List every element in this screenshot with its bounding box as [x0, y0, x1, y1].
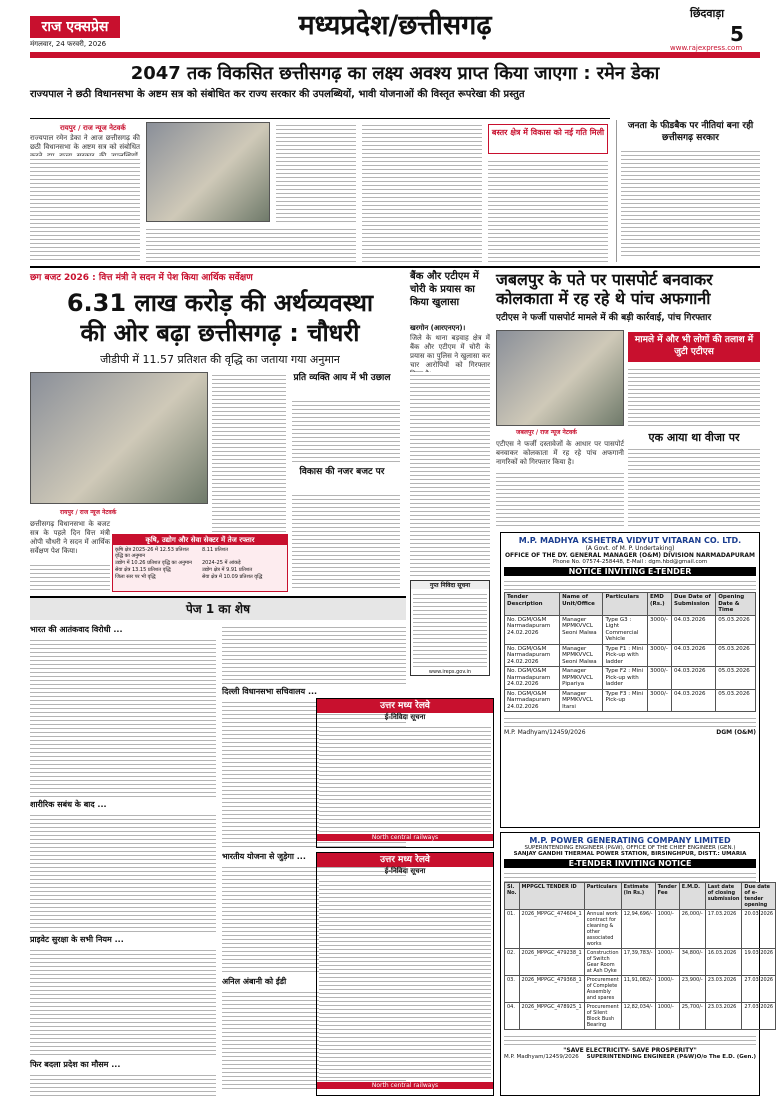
budget-byline: रायपुर / राज न्यूज नेटवर्क: [60, 509, 117, 516]
bank-headline: बैंक और एटीएम में चोरी के प्रयास का किया खुलासा: [410, 271, 479, 308]
cell: 1000/-: [655, 910, 679, 949]
infobox-item: उद्योग क्षेत्र में 9.91 प्रतिशत: [202, 567, 253, 573]
infobox-item: 2024-25 में आंकड़े: [202, 560, 241, 566]
cell: 04.03.2026: [672, 689, 716, 712]
side-story-title: जनता के फीडबैक पर नीतियां बना रही छत्तीसगढ़ सरकार: [627, 121, 754, 143]
col-header: Due date of e-tender opening: [742, 883, 776, 910]
table-row: [505, 644, 756, 667]
assembly-photo: [146, 122, 270, 222]
side-story: [616, 120, 760, 262]
railway-ad-title: उत्तर मध्य रेलवे: [317, 699, 493, 713]
cell: 3000/-: [648, 667, 672, 690]
cell: 01.: [505, 910, 520, 949]
passport-body-col1: [496, 470, 624, 528]
table-row: [505, 689, 756, 712]
remainder-body: [222, 624, 406, 684]
railway-ad-2: [316, 852, 494, 1096]
mppgcl-company: M.P. POWER GENERATING COMPANY LIMITED: [529, 836, 731, 845]
cell: 27.03.2026: [742, 976, 776, 1003]
cell: Procurement of Complete Assembly and spares: [584, 976, 621, 1003]
cell: Manager MPMKVVCL Itarsi: [560, 689, 603, 712]
cell: Manager MPMKVVCL Seoni Malwa: [560, 615, 603, 644]
col-header: Name of Unit/Office: [560, 593, 603, 616]
cell: 1000/-: [655, 1003, 679, 1030]
top-subhead: राज्यपाल ने छठी विधानसभा के अष्टम सत्र को संबोधित कर राज्य सरकार की उपलब्धियों, भावी योजनाओं की विस्तृत रूपरेखा की प्रस्तुत: [30, 89, 525, 100]
cell: No. DGM/O&M Narmadapuram 24.02.2026: [505, 667, 560, 690]
budget-headline-1: 6.31 लाख करोड़ की अर्थव्यवस्था: [66, 289, 374, 317]
bastar-box-title: बस्तर क्षेत्र में विकास को नई गति मिली: [491, 128, 605, 137]
budget-body-col3: [292, 398, 400, 462]
railway-ad-body: [319, 878, 491, 1080]
cell: 25,700/-: [679, 1003, 705, 1030]
table-row: [505, 910, 776, 949]
remainder-title: पेज 1 का शेष: [185, 602, 251, 616]
passport-deck: एटीएस ने फर्जी पासपोर्ट मामले में की बड़ी कार्रवाई, पांच गिरफ्तार: [496, 313, 712, 323]
mpcz-tender: [500, 532, 760, 828]
budget-body-col2: [212, 372, 286, 532]
col-header: Particulars: [584, 883, 621, 910]
dateline: मंगलवार, 24 फरवरी, 2026: [30, 40, 107, 48]
mpcz-office: OFFICE OF THE DY. GENERAL MANAGER (O&M) DIVISION NARMADAPURAM: [504, 552, 756, 559]
passport-body-intro: एटीएस ने फर्जी दस्तावेजों के आधार पर पासपोर्ट बनवाकर कोलकाता में रह रहे पांच अफगानी नागरिकों को गिरफ्तार किया है।: [496, 440, 624, 466]
cell: 3000/-: [648, 644, 672, 667]
cell: 04.03.2026: [672, 667, 716, 690]
remainder-col1: [30, 624, 216, 1094]
cell: Type F3 : Mini Pick-up: [603, 689, 648, 712]
budget-infobox-title: कृषि, उद्योग और सेवा सेक्टर में तेज रफ्तार: [113, 535, 287, 545]
mppgcl-note: [504, 1033, 756, 1047]
mpcz-company: M.P. MADHYA KSHETRA VIDYUT VITARAN CO. LTD.: [518, 536, 742, 545]
cell: 12,94,696/-: [621, 910, 655, 949]
remainder-item-title: दिल्ली विधानसभा सचिवालय ...: [222, 687, 318, 696]
budget-kicker: छग बजट 2026 : वित्त मंत्री ने सदन में पेश किया आर्थिक सर्वेक्षण: [30, 273, 253, 283]
mpcz-note: [504, 715, 756, 727]
table-row: [505, 949, 776, 976]
table-row: [505, 976, 776, 1003]
bank-dateline: खरगोन (आरएनएन)।: [410, 324, 466, 332]
mppgcl-plant: SANJAY GANDHI THERMAL POWER STATION, BIRSINGHPUR, DISTT.: UMARIA: [513, 851, 747, 857]
mpcz-footer: M.P. Madhyam/12459/2026: [504, 729, 586, 736]
mppgcl-table: [504, 882, 776, 1030]
col-header: MPPGCL TENDER ID: [519, 883, 584, 910]
budget-sub-2: विकास की नजर बजट पर: [299, 467, 385, 477]
passport-byline: जबलपुर / राज न्यूज नेटवर्क: [516, 429, 577, 436]
railway-ad-body: [319, 724, 491, 832]
cell: 2026_MPPGC_479238_1: [519, 949, 584, 976]
tender-small-body: [413, 591, 487, 667]
mppgcl-office: SUPERINTENDING ENGINEER (P&W), OFFICE OF THE CHIEF ENGINEER (GEN.): [524, 845, 736, 851]
top-body-col4: [362, 122, 482, 262]
bank-body-intro: जिले के थाना बड़वाह क्षेत्र में बैंक और एटीएम में चोरी के प्रयास का पुलिस ने खुलासा कर चार आरोपियों को गिरफ्तार: [410, 334, 490, 369]
mppgcl-tender: [500, 832, 774, 1096]
top-byline: रायपुर / राज न्यूज नेटवर्क: [60, 124, 126, 132]
cell: 1000/-: [655, 976, 679, 1003]
cell: 23.03.2026: [705, 976, 742, 1003]
cell: 11,91,082/-: [621, 976, 655, 1003]
cell: 05.03.2026: [716, 644, 756, 667]
cell: Procurement of Silent Block Bush Bearing: [584, 1003, 621, 1030]
passport-body-col2: [628, 446, 760, 528]
cell: 23,900/-: [679, 976, 705, 1003]
cell: 04.03.2026: [672, 615, 716, 644]
railway-ad-title: उत्तर मध्य रेलवे: [317, 853, 493, 867]
budget-body-intro: छत्तीसगढ़ विधानसभा के बजट सत्र के पहले दिन वित्त मंत्री ओपी चौधरी ने सदन में आर्थिक सर्वेक्षण पेश किया।: [30, 520, 110, 555]
railway-ad-footer: North central railways: [317, 1082, 493, 1089]
top-body-col5: [488, 158, 608, 262]
cell: 2026_MPPGC_474604_1: [519, 910, 584, 949]
remainder-band: [30, 596, 406, 620]
mpcz-table: [504, 592, 756, 712]
divider: [30, 118, 610, 119]
cell: 03.: [505, 976, 520, 1003]
infobox-item: कृषि क्षेत्र 2025-26 में 12.53 प्रतिशत वृद्धि का अनुमान: [115, 547, 189, 559]
col-header: Particulars: [603, 593, 648, 616]
cell: 05.03.2026: [716, 615, 756, 644]
col-header: Last date of closing submission: [705, 883, 742, 910]
mppgcl-sign: SUPERINTENDING ENGINEER (P&W)O/o The E.D. (Gen.): [586, 1054, 756, 1060]
infobox-item: सेवा क्षेत्र में 10.09 प्रतिशत वृद्धि: [202, 574, 263, 580]
budget-infobox: [112, 534, 288, 592]
railway-ad-subtitle: ई-निविदा सूचना: [384, 713, 426, 721]
city-name: छिंदवाड़ा: [690, 7, 725, 20]
cell: No. DGM/O&M Narmadapuram 24.02.2026: [505, 644, 560, 667]
cell: 26,000/-: [679, 910, 705, 949]
col-header: Estimate (In Rs.): [621, 883, 655, 910]
mppgcl-slogan: "SAVE ELECTRICITY- SAVE PROSPERITY": [563, 1047, 697, 1054]
mppgcl-intro: [504, 870, 756, 882]
cell: Manager MPMKVVCL Seoni Malwa: [560, 644, 603, 667]
col-header: Opening Date & Time: [716, 593, 756, 616]
cell: 04.: [505, 1003, 520, 1030]
side-story-body: [621, 148, 760, 258]
col-header: Sl. No.: [505, 883, 520, 910]
remainder-item-title: भारतीय योजना से जुड़ेगा ...: [222, 852, 306, 861]
railway-ad-1: [316, 698, 494, 848]
infobox-item: सेवा क्षेत्र 13.15 प्रतिशत वृद्धि: [115, 567, 171, 573]
budget-sub-1: प्रति व्यक्ति आय में भी उछाल: [293, 373, 391, 383]
mpcz-sign: DGM (O&M): [716, 729, 756, 736]
remainder-item-title: शारीरिक सबंध के बाद ...: [30, 800, 107, 809]
table-row: [505, 1003, 776, 1030]
cell: 17,39,783/-: [621, 949, 655, 976]
budget-photo: [30, 372, 208, 504]
cell: 19.03.2026: [742, 949, 776, 976]
mpcz-phone: Phone No. 07574-258448, E-Mail : dgm.hbd@gmail.com: [552, 559, 708, 565]
tender-small-footer[interactable]: www.ireps.gov.in: [428, 669, 472, 675]
cell: 16.03.2026: [705, 949, 742, 976]
cell: 23.03.2026: [705, 1003, 742, 1030]
top-body-col1: [30, 156, 140, 262]
cell: 27.03.2026: [742, 1003, 776, 1030]
col-header: Due Date of Submission: [672, 593, 716, 616]
top-body-col3: [276, 122, 356, 222]
budget-headline-2: की ओर बढ़ा छत्तीसगढ़ : चौधरी: [80, 319, 360, 347]
table-row: [505, 615, 756, 644]
remainder-body: [30, 812, 216, 932]
col-header: E.M.D.: [679, 883, 705, 910]
remainder-body: [30, 947, 216, 1057]
top-body-intro: राज्यपाल रमेन डेका ने आज छत्तीसगढ़ की छठी विधानसभा के अष्टम सत्र को संबोधित: [30, 134, 140, 151]
cell: 04.03.2026: [672, 644, 716, 667]
col-header: Tender Description: [505, 593, 560, 616]
cell: 3000/-: [648, 689, 672, 712]
mpcz-sub: (A Govt. of M. P. Undertaking): [585, 545, 675, 552]
cell: 17.03.2026: [705, 910, 742, 949]
infobox-item: उद्योग में 10.26 प्रतिशत वृद्धि का अनुमान: [115, 560, 192, 566]
cell: Construction of Switch Gear Room at Ash Dyke: [584, 949, 621, 976]
cell: 3000/-: [648, 615, 672, 644]
mpcz-notice: NOTICE INVITING E-TENDER: [504, 567, 756, 576]
cell: 20.03.2026: [742, 910, 776, 949]
section-title: मध्यप्रदेश/छत्तीसगढ़: [298, 10, 492, 41]
passport-sidebox: [628, 332, 760, 362]
cell: 05.03.2026: [716, 667, 756, 690]
cell: 2026_MPPGC_479368_1: [519, 976, 584, 1003]
cell: 1000/-: [655, 949, 679, 976]
cell: No. DGM/O&M Narmadapuram 24.02.2026: [505, 615, 560, 644]
infobox-item: जिला स्तर पर भी वृद्धि: [115, 574, 156, 580]
passport-side-body: [628, 366, 760, 426]
railway-ad-footer: North central railways: [317, 834, 493, 841]
mpcz-intro: [504, 578, 756, 592]
page-number: 5: [730, 22, 744, 46]
remainder-body: [30, 637, 216, 797]
remainder-item-title: फिर बदला प्रदेश का मौसम ...: [30, 1060, 121, 1069]
cell: 34,800/-: [679, 949, 705, 976]
cell: Manager MPMKVVCL Pipariya: [560, 667, 603, 690]
passport-sub: एक आया था वीजा पर: [648, 431, 740, 444]
infobox-item: 8.11 प्रतिशत: [202, 547, 228, 553]
cell: Type F2 : Mini Pick-up with ladder: [603, 667, 648, 690]
bastar-box: [488, 124, 608, 154]
tender-small-title: गुप्त निविदा सूचना: [411, 581, 489, 589]
brand-name: राज एक्सप्रेस: [41, 19, 109, 35]
budget-deck: जीडीपी में 11.57 प्रतिशत की वृद्धि का जताया गया अनुमान: [100, 353, 340, 366]
cell: Type G3 : Light Commercial Vehicle: [603, 615, 648, 644]
cell: No. DGM/O&M Narmadapuram 24.02.2026: [505, 689, 560, 712]
bank-body: [410, 372, 490, 578]
budget-body-col1: [30, 562, 110, 590]
col-header: EMD (Rs.): [648, 593, 672, 616]
divider: [30, 266, 760, 268]
col-header: Tender Fee: [655, 883, 679, 910]
mppgcl-footer: M.P. Madhyam/12459/2026: [504, 1054, 579, 1060]
remainder-body: [30, 1072, 216, 1096]
cell: Type F1 : Mini Pick-up with ladder: [603, 644, 648, 667]
masthead-rule: [30, 52, 760, 58]
mppgcl-notice: E-TENDER INVITING NOTICE: [504, 859, 756, 868]
remainder-item-title: अनिल अंबानी को ईडी: [222, 977, 287, 986]
budget-body-col4: [292, 492, 400, 590]
remainder-item-title: भारत की आतंकवाद विरोधी ...: [30, 625, 123, 634]
top-body-col2: [146, 226, 356, 262]
passport-photo: [496, 330, 624, 426]
website[interactable]: www.rajexpress.com: [670, 44, 743, 52]
railway-ad-subtitle: ई-निविदा सूचना: [384, 867, 426, 875]
tender-small-ad: [410, 580, 490, 676]
cell: Annual work contract for cleaning & other associated works: [584, 910, 621, 949]
passport-sidebox-title: मामले में और भी लोगों की तलाश में जुटी एटीएस: [634, 335, 754, 357]
top-headline: 2047 तक विकसित छत्तीसगढ़ का लक्ष्य अवश्य प्राप्त किया जाएगा : रमेन डेका: [130, 63, 660, 84]
table-row: [505, 667, 756, 690]
cell: 02.: [505, 949, 520, 976]
cell: 05.03.2026: [716, 689, 756, 712]
passport-headline: जबलपुर के पते पर पासपोर्ट बनवाकर कोलकाता में रह रहे थे पांच अफगानी: [496, 270, 713, 308]
cell: 2026_MPPGC_478925_1: [519, 1003, 584, 1030]
remainder-item-title: प्राइवेट सुरक्षा के सभी नियम ...: [30, 935, 124, 944]
brand-box: [30, 16, 120, 38]
cell: 12,82,034/-: [621, 1003, 655, 1030]
